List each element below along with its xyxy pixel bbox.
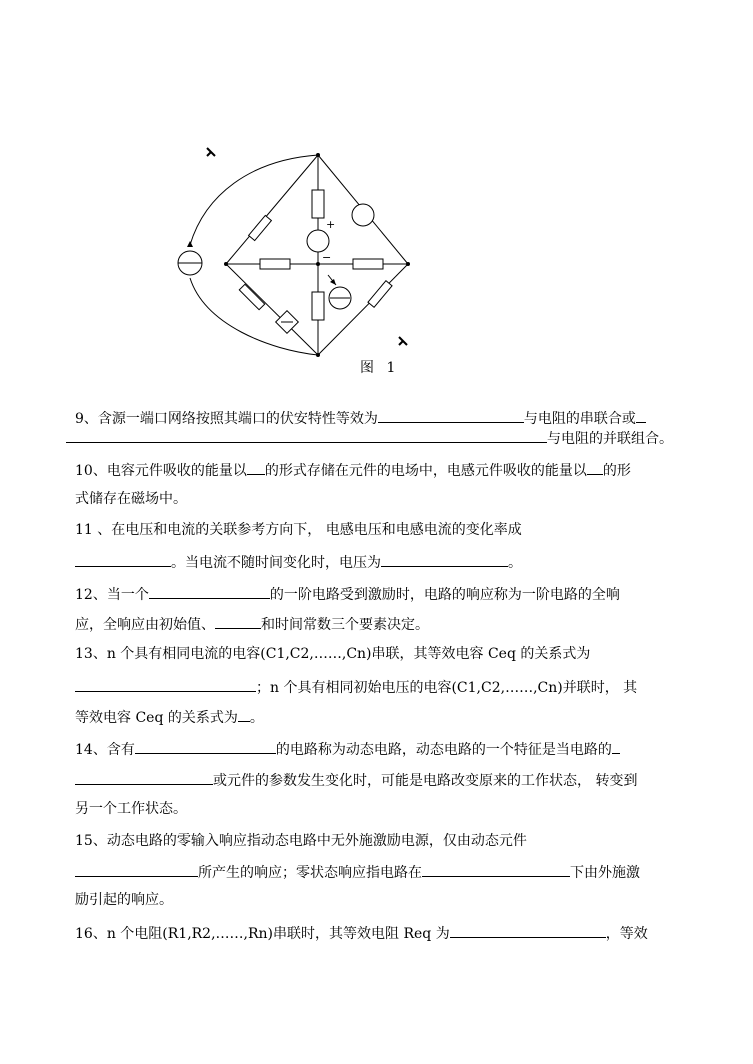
- question-9-line-1: [75, 407, 646, 429]
- blank-12-2[interactable]: [215, 613, 261, 629]
- plus-sign: +: [326, 218, 336, 231]
- blank-11-1[interactable]: [75, 551, 171, 567]
- question-14-line-3: 另一个工作状态。: [75, 801, 187, 817]
- blank-9-2[interactable]: [66, 427, 547, 443]
- question-10-text: 10、电容元件吸收的能量以: [75, 463, 247, 479]
- blank-13-1[interactable]: [75, 676, 256, 692]
- voltage-source-middle: [307, 230, 329, 252]
- blank-10-2[interactable]: [587, 459, 603, 475]
- question-14-text-b: 的电路称为动态电路，动态电路的一个特征是当电路的: [275, 742, 612, 758]
- question-11-text-c: 。: [508, 555, 522, 571]
- question-13-line-2: [75, 676, 637, 698]
- blank-12-1[interactable]: [149, 583, 270, 599]
- blank-9-2-start[interactable]: [636, 407, 646, 423]
- question-11-line-2: [75, 551, 522, 573]
- question-12-line-1: [75, 583, 620, 605]
- question-12-text-b: 的一阶电路受到激励时，电路的响应称为一阶电路的全响: [269, 587, 620, 603]
- question-9-line-2: [66, 427, 673, 449]
- question-10-text-c: 的形: [602, 463, 631, 479]
- question-9-text: 9、含源一端口网络按照其端口的伏安特性等效为: [75, 411, 378, 427]
- blank-15-2[interactable]: [422, 861, 570, 877]
- resistor-bottom-vertical: [312, 292, 324, 320]
- blank-9-1[interactable]: [378, 407, 524, 423]
- question-14-line-2: [75, 769, 637, 791]
- blank-11-2[interactable]: [381, 551, 508, 567]
- question-12-text-d: 和时间常数三个要素决定。: [261, 617, 429, 633]
- question-15-text-c: 下由外施激: [570, 865, 640, 881]
- question-12-text: 12、当一个: [75, 587, 149, 603]
- question-11-line-1: 11 、在电压和电流的关联参考方向下， 电感电压和电感电流的变化率成: [75, 522, 522, 538]
- question-15-line-3: 励引起的响应。: [75, 892, 173, 908]
- question-13-text-d: 。: [249, 710, 264, 726]
- blank-13-2[interactable]: [238, 706, 250, 722]
- minus-sign: −: [322, 251, 332, 264]
- resistor-top-vertical: [312, 190, 324, 218]
- question-13-text-c: 等效电容 Ceq 的关系式为: [75, 710, 238, 726]
- question-16-text-b: ，等效: [605, 926, 648, 942]
- question-12-text-c: 应，全响应由初始值、: [75, 617, 215, 633]
- circuit-diagram: [160, 135, 430, 360]
- question-9-text-c: 与电阻的并联组合。: [547, 431, 673, 447]
- edge-top-left: [226, 155, 318, 264]
- question-16-line-1: [75, 922, 648, 944]
- resistor-top-left: [249, 215, 272, 240]
- question-13-text-b: ；n 个具有相同初始电压的电容(C1,C2,……,Cn)并联时， 其: [256, 680, 638, 696]
- edge-bottom-right: [318, 264, 408, 355]
- question-9-text-b: 与电阻的串联合或: [523, 411, 636, 427]
- question-15-text-b: 所产生的响应；零状态响应指电路在: [198, 865, 422, 881]
- question-15-line-1: 15、动态电路的零输入响应指动态电路中无外施激励电源，仅由动态元件: [75, 833, 527, 849]
- question-13-line-3: [75, 706, 264, 728]
- question-14-text: 14、含有: [75, 742, 135, 758]
- blank-14-2-start[interactable]: [612, 738, 620, 754]
- question-10-text-b: 的形式存储在元件的电场中，电感元件吸收的能量以: [264, 463, 587, 479]
- blank-14-2[interactable]: [75, 769, 213, 785]
- resistor-right-horizontal: [353, 259, 383, 269]
- question-14-line-1: [75, 738, 620, 760]
- question-10-line-2: 式储存在磁场中。: [75, 491, 187, 507]
- question-15-line-2: [75, 861, 640, 883]
- resistor-left-horizontal: [260, 259, 290, 269]
- blank-14-1[interactable]: [135, 738, 276, 754]
- question-10-line-1: [75, 459, 631, 481]
- question-16-text: 16、n 个电阻(R1,R2,……,Rn)串联时，其等效电阻 Req 为: [75, 926, 450, 942]
- blank-15-1[interactable]: [75, 861, 198, 877]
- blank-16-1[interactable]: [450, 922, 606, 938]
- outer-arc-bottom: [190, 278, 318, 355]
- voltage-source-top-right: [352, 204, 374, 226]
- question-14-text-c: 或元件的参数发生变化时，可能是电路改变原来的工作状态， 转变到: [213, 773, 638, 789]
- question-12-line-2: [75, 613, 429, 635]
- resistor-bottom-right: [368, 281, 392, 308]
- question-13-line-1: 13、n 个具有相同电流的电容(C1,C2,……,Cn)串联，其等效电容 Ceq 的关系式为: [75, 646, 591, 662]
- question-11-text-b: 。当电流不随时间变化时，电压为: [171, 555, 381, 571]
- figure-caption: 图 1: [360, 360, 400, 376]
- resistor-bottom-left: [239, 284, 264, 309]
- edge-bottom-left: [226, 264, 318, 355]
- blank-10-1[interactable]: [247, 459, 265, 475]
